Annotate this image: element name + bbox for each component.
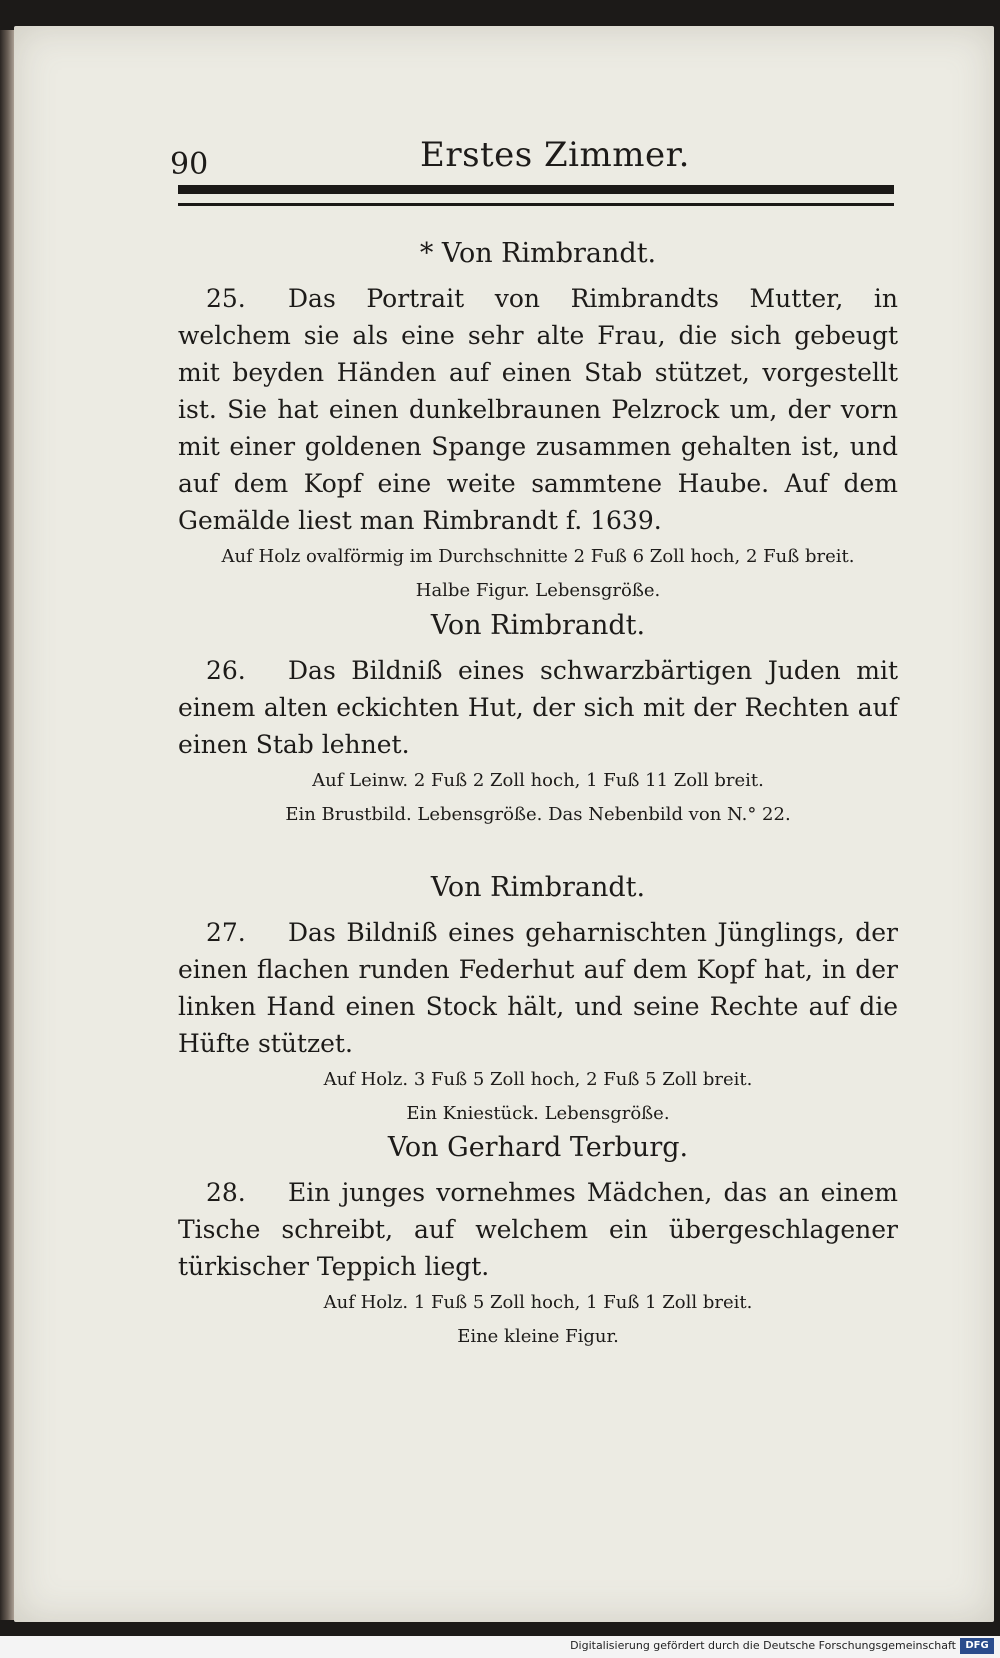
entry-text	[178, 652, 898, 763]
entry-heading: Von Rimbrandt.	[430, 872, 646, 903]
funding-credit: Digitalisierung gefördert durch die Deutsche Forschungsgemeinschaft	[570, 1639, 956, 1652]
entry-dimensions: Auf Holz. 1 Fuß 5 Zoll hoch, 1 Fuß 1 Zoll breit.	[323, 1292, 753, 1313]
entry-number: 26.	[206, 656, 246, 685]
entry-text	[178, 914, 898, 1062]
entry-text	[178, 1174, 898, 1285]
dfg-logo: DFG	[960, 1638, 994, 1654]
catalog-entry-26	[178, 608, 898, 831]
entry-heading: Von Rimbrandt.	[430, 610, 646, 641]
catalog-entry-27	[178, 870, 898, 1130]
entry-format: Halbe Figur. Lebensgröße.	[415, 580, 661, 601]
entry-number: 28.	[206, 1178, 246, 1207]
entry-number: 27.	[206, 918, 246, 947]
entry-description: Das Bildniß eines schwarzbärtigen Juden mit einem alten eckichten Hut, der sich mit der Rechten auf einen Stab lehnet.	[178, 656, 898, 759]
entry-number: 25.	[206, 284, 246, 313]
entry-description: Ein junges vornehmes Mädchen, das an einem Tische schreibt, auf welchem ein übergeschlagener türkischer Teppich liegt.	[178, 1178, 898, 1281]
catalog-entry-25	[178, 236, 898, 607]
entry-dimensions: Auf Holz. 3 Fuß 5 Zoll hoch, 2 Fuß 5 Zoll breit.	[323, 1069, 753, 1090]
entry-heading: * Von Rimbrandt.	[419, 238, 657, 269]
entry-format: Ein Brustbild. Lebensgröße. Das Nebenbild von N.° 22.	[285, 804, 791, 825]
entry-format: Ein Kniestück. Lebensgröße.	[406, 1103, 670, 1124]
entry-dimensions: Auf Holz ovalförmig im Durchschnitte 2 Fuß 6 Zoll hoch, 2 Fuß breit.	[221, 546, 855, 567]
footer-bar	[0, 1636, 1000, 1658]
running-head: Erstes Zimmer.	[420, 135, 690, 175]
entry-dimensions: Auf Leinw. 2 Fuß 2 Zoll hoch, 1 Fuß 11 Zoll breit.	[312, 770, 764, 791]
page-number: 90	[170, 147, 209, 182]
entry-description: Das Portrait von Rimbrandts Mutter, in welchem sie als eine sehr alte Frau, die sich gebeugt mit beyden Händen auf einen Stab stützet, vorgestellt ist. Sie hat einen dunkelbraunen Pelzrock um, der vorn mit einer goldenen Spange zusammen gehalten ist, und auf dem Kopf eine weite sammtene Haube. Auf dem Gemälde liest man Rimbrandt f. 1639.	[178, 284, 898, 535]
header-rule-thin	[178, 203, 894, 206]
page-header	[0, 135, 1000, 185]
catalog-entry-28	[178, 1130, 898, 1353]
entry-description: Das Bildniß eines geharnischten Jünglings, der einen flachen runden Federhut auf dem Kopf hat, in der linken Hand einen Stock hält, und seine Rechte auf die Hüfte stützet.	[178, 918, 898, 1058]
entry-text	[178, 280, 898, 539]
entry-format: Eine kleine Figur.	[457, 1326, 619, 1347]
entry-heading: Von Gerhard Terburg.	[387, 1132, 689, 1163]
header-rule-thick	[178, 185, 894, 194]
